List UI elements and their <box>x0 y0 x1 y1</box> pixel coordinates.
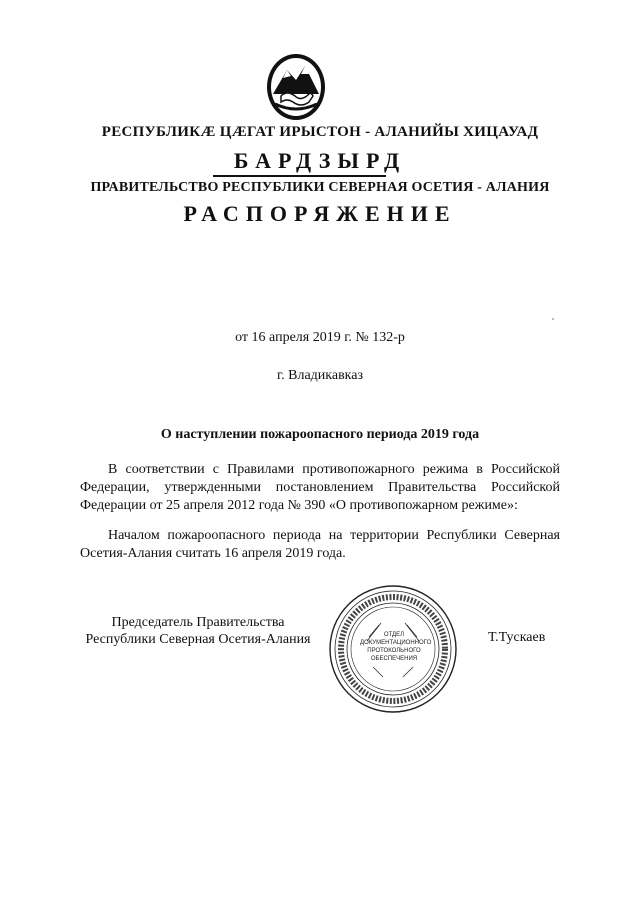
scan-speck <box>552 318 554 320</box>
republic-emblem-icon <box>265 52 327 122</box>
signer-title <box>78 614 318 648</box>
seal-line-1: ОТДЕЛ <box>383 632 405 638</box>
document-subject: О наступлении пожароопасного периода 2019 года <box>160 427 480 442</box>
signer-name: Т.Тускаев <box>488 630 546 645</box>
ossetian-government-title: РЕСПУБЛИКӔ ЦӔГАТ ИРЫСТОН - АЛАНИЙЫ ХИЦАУАД <box>101 124 539 140</box>
signer-title-line-1: Председатель Правительства <box>111 615 285 630</box>
seal-text <box>360 631 432 663</box>
document-date-number: от 16 апреля 2019 г. № 132-р <box>235 330 405 345</box>
paragraph-decision: Началом пожароопасного периода на территории Республики Северная Осетия-Алания считать 16 апреля 2019 года. <box>80 528 560 561</box>
signer-title-line-2: Республики Северная Осетия-Алания <box>85 632 311 647</box>
seal-line-4: ОБЕСПЕЧЕНИЯ <box>370 656 418 662</box>
document-city: г. Владикавказ <box>276 368 364 383</box>
seal-line-3: ПРОТОКОЛЬНОГО <box>367 648 421 654</box>
order-title: РАСПОРЯЖЕНИЕ <box>183 201 457 226</box>
seal-line-2: ДОКУМЕНТАЦИОННОГО <box>360 640 432 646</box>
government-title: ПРАВИТЕЛЬСТВО РЕСПУБЛИКИ СЕВЕРНАЯ ОСЕТИЯ - АЛАНИЯ <box>90 180 550 195</box>
bardzyrd-title: БАРДЗЫРД <box>233 148 407 173</box>
title-divider <box>213 175 386 177</box>
paragraph-basis: В соответствии с Правилами противопожарного режима в Российской Федерации, утвержденными постановлением Правительства Российской Федерации от 25 апреля 2012 года № 390 «О противопожарном режиме»: <box>80 462 560 513</box>
